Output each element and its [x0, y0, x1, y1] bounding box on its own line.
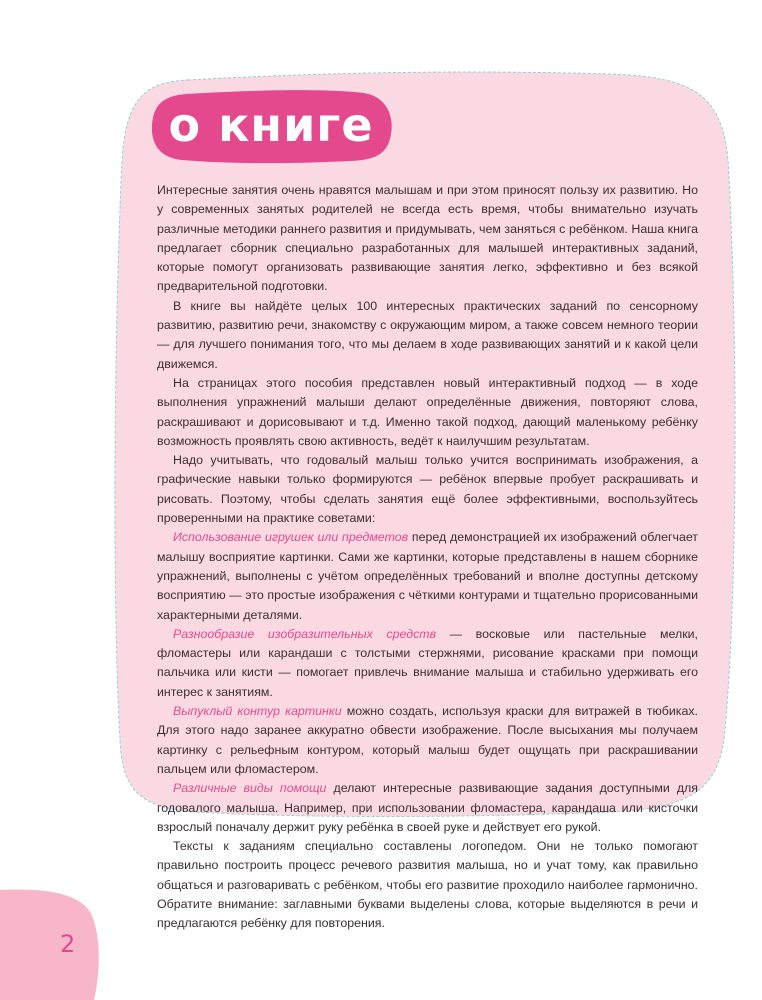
- text-run: Тексты к заданиям специально составлены логопедом. Они не только помогают правильно построить процесс речевого развития малыша, но и учат тому, как правильно общаться и разговаривать с ребёнком, чтобы его развитие проходило наиболее гармонично. Обратите внимание: заглавными буквами выделены слова, которые выделяются в речи и предлагаются ребёнку для повторения.: [157, 839, 698, 931]
- paragraph: [157, 451, 698, 528]
- highlighted-phrase: Выпуклый контур картинки: [173, 704, 342, 719]
- page-number: 2: [60, 930, 76, 958]
- highlighted-phrase: Различные виды помощи: [173, 781, 327, 796]
- section-title-pill: [152, 92, 390, 162]
- paragraph: [157, 702, 698, 779]
- article-body: [157, 181, 698, 934]
- paragraph: [157, 297, 698, 374]
- text-run: перед демонстрацией их изображений облегчает малышу восприятие картинки. Сами же картинки, которые представлены в нашем сборнике упражнений, выполнены с учётом определённых требований и вполне доступны детскому восприятию — это простые изображения с чёткими контурами и тщательно прорисованными характерными деталями.: [157, 530, 698, 622]
- paragraph: [157, 181, 698, 297]
- text-run: На страницах этого пособия представлен новый интерактивный подход — в ходе выполнения упражнений малыши делают определённые движения, повторяют слова, раскрашивают и дорисовывают и т.д. Именно такой подход, дающий маленькому ребёнку возможность проявлять свою активность, ведёт к наилучшим результатам.: [157, 375, 698, 448]
- page-number-tab: [0, 890, 99, 1000]
- text-run: В книге вы найдёте целых 100 интересных практических заданий по сенсорному развитию, развитию речи, знакомству с окружающим миром, а также совсем немного теории — для лучшего понимания того, что мы делаем в ходе развивающих занятий и к какой цели движемся.: [157, 298, 698, 371]
- text-run: — восковые или пастельные мелки, фломастеры или карандаши с толстыми стержнями, рисование красками при помощи пальчика или кисти — помогает привлечь внимание малыша и стабильно удерживать его интерес к занятиям.: [157, 626, 699, 699]
- highlighted-phrase: Использование игрушек или предметов: [173, 530, 409, 545]
- paragraph: [157, 779, 698, 837]
- paragraph: [157, 528, 698, 624]
- paragraph: [157, 374, 698, 451]
- text-run: можно создать, используя краски для витражей в тюбиках. Для этого надо заранее аккуратно обвести изображение. После высыхания мы получаем картинку с рельефным контуром, который малыш будет ощущать при раскрашивании пальцем или фломастером.: [157, 704, 698, 776]
- paragraph: [157, 837, 698, 933]
- section-title: о книге: [168, 98, 374, 152]
- text-run: делают интересные развивающие задания доступными для годовалого малыша. Например, при использовании фломастера, карандаша или кисточки взрослый поначалу держит руку ребёнка в своей руке и действует его рукой.: [157, 781, 698, 834]
- text-run: Надо учитывать, что годовалый малыш только учится воспринимать изображения, а графические навыки только формируются — ребёнок впервые пробует раскрашивать и рисовать. Поэтому, чтобы сделать занятия ещё более эффективными, воспользуйтесь проверенными на практике советами:: [157, 453, 698, 526]
- highlighted-phrase: Разнообразие изобразительных средств: [173, 626, 437, 641]
- text-run: Интересные занятия очень нравятся малышам и при этом приносят пользу их развитию. Но у современных занятых родителей не всегда есть время, чтобы внимательно изучать различные методики раннего развития и придумывать, чем заняться с ребёнком. Наша книга предлагает сборник специально разработанных для малышей интерактивных заданий, которые помогут организовать развивающие занятия легко, эффективно и без всякой предварительной подготовки.: [157, 183, 698, 294]
- paragraph: [157, 625, 698, 702]
